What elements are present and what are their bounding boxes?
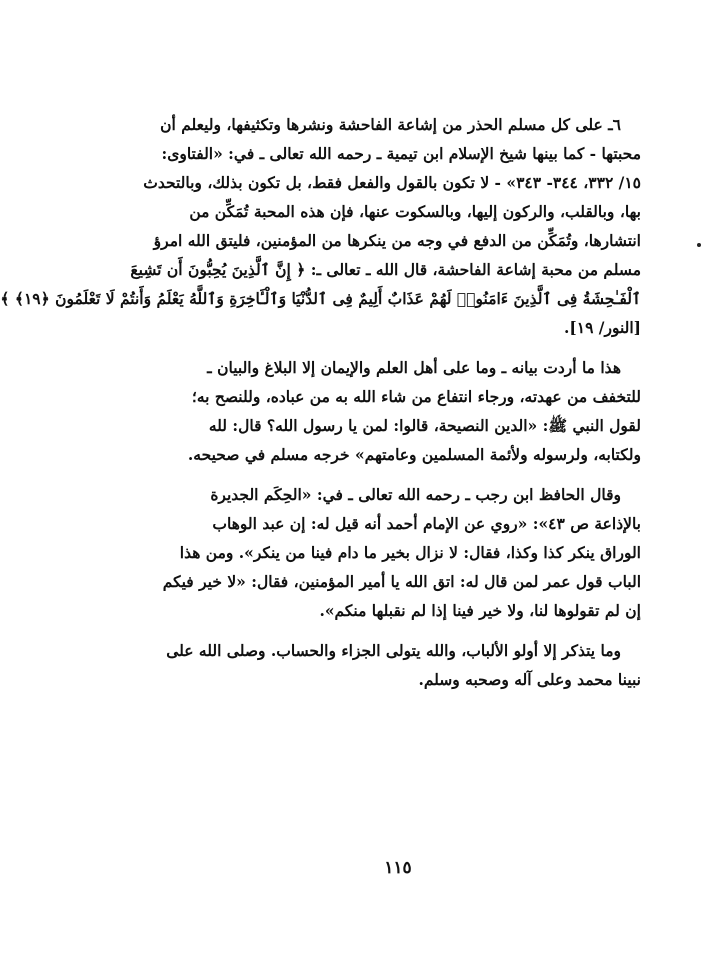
- paragraph-closing: [157, 636, 641, 694]
- page-body: [0, 110, 641, 694]
- text-line: انتشارها، وتُمَكِّن من الدفع في وجه من ينكرها من المؤمنين، فليتق الله امرؤ: [153, 231, 641, 250]
- text-line: وما يتذكر إلا أولو الألباب، والله يتولى الجزاء والحساب. وصلى الله على: [166, 641, 621, 660]
- text-line: بالإذاعة ص ٤٣»: «روي عن الإمام أحمد أنه قيل له: إن عبد الوهاب: [212, 514, 641, 533]
- text-line: ولكتابه، ولرسوله ولأئمة المسلمين وعامتهم» خرجه مسلم في صحيحه.: [187, 445, 641, 464]
- text-line: لقول النبي ﷺ: «الدين النصيحة، قالوا: لمن يا رسول الله؟ قال: لله: [208, 416, 641, 435]
- paragraph-ibn-rajab: [157, 480, 641, 625]
- text-line: إن لم تقولوها لنا، ولا خير فينا إذا لم نقبلها منكم».: [319, 601, 641, 620]
- text-line: بها، وبالقلب، والركون إليها، وبالسكوت عنها، فإن هذه المحبة تُمَكِّن من: [189, 202, 641, 221]
- paragraph-warning-indecency: [0, 110, 641, 342]
- page-number: ١١٥: [384, 858, 412, 878]
- text-line: وقال الحافظ ابن رجب ـ رحمه الله تعالى ـ في: «الحِكَم الجديرة: [210, 485, 621, 504]
- verse-reference: [النور/ ١٩].: [564, 318, 641, 337]
- text-line: الوراق ينكر كذا وكذا، فقال: لا نزال بخير ما دام فينا من ينكر». ومن هذا: [179, 543, 641, 562]
- text-line: مسلم من محبة إشاعة الفاحشة، قال الله ـ تعالى ـ: ﴿ إِنَّ ٱلَّذِينَ يُحِبُّونَ أَن تَشِيعَ: [130, 260, 641, 279]
- text-line: الباب قول عمر لمن قال له: اتق الله يا أمير المؤمنين، فقال: «لا خير فيكم: [162, 572, 641, 591]
- text-line: محبتها - كما بينها شيخ الإسلام ابن تيمية ـ رحمه الله تعالى ـ في: «الفتاوى:: [161, 144, 641, 163]
- text-line: هذا ما أردت بيانه ـ وما على أهل العلم والإيمان إلا البلاغ والبيان ـ: [207, 358, 621, 377]
- paragraph-advice: [157, 353, 641, 469]
- text-line: نبينا محمد وعلى آله وصحبه وسلم.: [418, 670, 641, 689]
- margin-mark: [697, 243, 701, 247]
- quran-verse-line: ٱلْفَـٰحِشَةُ فِى ٱلَّذِينَ ءَامَنُوا۟ لَهُمْ عَذَابٌ أَلِيمٌ فِى ٱلدُّنْيَا وَٱلْـَٔاخِرَةِ وَٱللَّهُ يَعْلَمُ وَأَنتُمْ لَا تَعْلَمُونَ ﴿١٩﴾ ﴾: [0, 289, 641, 308]
- text-line: ١٥/ ٣٣٢، ٣٤٤- ٣٤٣» - لا تكون بالقول والفعل فقط، بل تكون بذلك، وبالتحدث: [143, 173, 641, 192]
- text-line: للتخفف من عهدته، ورجاء انتفاع من شاء الله به من عباده، وللنصح به؛: [191, 387, 641, 406]
- text-line: ٦ـ على كل مسلم الحذر من إشاعة الفاحشة ونشرها وتكثيفها، وليعلم أن: [160, 115, 621, 134]
